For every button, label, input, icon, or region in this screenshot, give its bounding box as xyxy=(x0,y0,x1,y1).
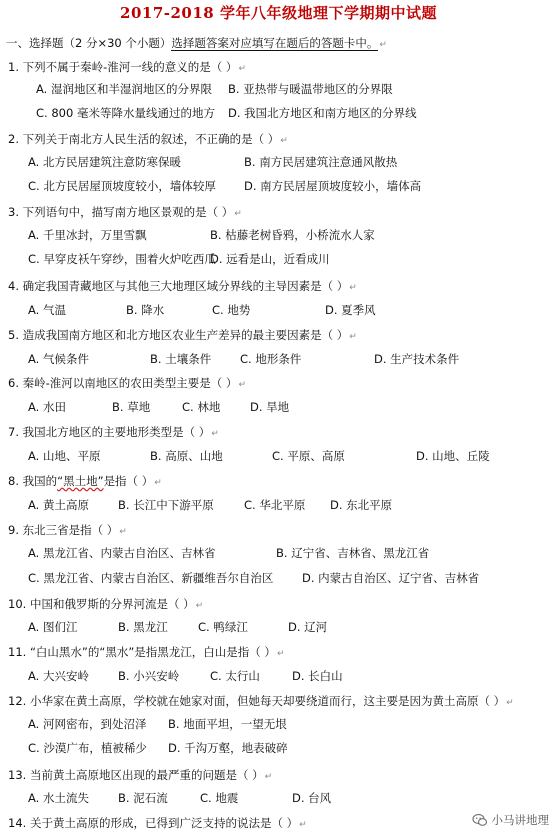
instructions-lead: 一、选择题（2 分×30 个小题） xyxy=(6,36,172,50)
answer-option: B. 枯藤老树昏鸦，小桥流水人家 xyxy=(210,228,375,242)
answer-option: C. 地势 xyxy=(212,303,251,317)
page-title: 2017-2018 学年八年级地理下学期期中试题 xyxy=(120,4,437,22)
answer-option: C. 地震 xyxy=(200,791,239,805)
answer-option: B. 高原、山地 xyxy=(150,449,223,463)
answer-option: B. 亚热带与暖温带地区的分界限 xyxy=(228,82,393,96)
question-text: 2. 下列关于南北方人民生活的叙述，不正确的是（ ） xyxy=(8,132,280,146)
answer-option: D. 辽河 xyxy=(288,620,328,634)
question-text: 4. 确定我国青藏地区与其他三大地理区域分界线的主导因素是（ ） xyxy=(8,279,349,293)
question-text: 9. 东北三省是指（ ） xyxy=(8,523,119,537)
answer-option: B. 黑龙江 xyxy=(118,620,168,634)
answer-option: C. 地形条件 xyxy=(240,352,302,366)
question-text: 5. 造成我国南方地区和北方地区农业生产差异的最主要因素是（ ） xyxy=(8,328,349,342)
answer-option: A. 图们江 xyxy=(28,620,78,634)
answer-option: A. 水土流失 xyxy=(28,791,89,805)
answer-option: A. 山地、平原 xyxy=(28,449,101,463)
answer-option: C. 平原、高原 xyxy=(272,449,345,463)
answer-option: D. 旱地 xyxy=(250,400,290,414)
answer-option: D. 台风 xyxy=(292,791,332,805)
paragraph-mark: ↵ xyxy=(506,698,514,708)
answer-option: C. 林地 xyxy=(182,400,221,414)
paragraph-mark: ↵ xyxy=(119,527,127,537)
question-stem xyxy=(8,279,357,295)
question-text: 8. 我国的“黑土地”是指（ ） xyxy=(8,474,154,488)
answer-option: A. 水田 xyxy=(28,400,66,414)
answer-option: C. 800 毫米等降水量线通过的地方 xyxy=(36,106,215,120)
question-stem xyxy=(8,597,203,613)
question-text: 6. 秦岭-淮河以南地区的农田类型主要是（ ） xyxy=(8,376,238,390)
question-text: 3. 下列语句中，描写南方地区景观的是（ ） xyxy=(8,205,234,219)
answer-option: D. 生产技术条件 xyxy=(374,352,460,366)
paragraph-mark: ↵ xyxy=(276,649,285,659)
paragraph-mark: ↵ xyxy=(264,772,273,782)
instructions-note: 选择题答案对应填写在题后的答题卡中。 xyxy=(171,36,379,50)
question-stem xyxy=(8,205,242,221)
question-stem xyxy=(8,474,162,490)
answer-option: B. 南方民居建筑注意通风散热 xyxy=(244,155,398,169)
answer-option: A. 湿润地区和半湿润地区的分界限 xyxy=(36,82,212,96)
answer-option: A. 气候条件 xyxy=(28,352,89,366)
question-text: 12. 小华家在黄土高原，学校就在她家对面，但她每天却要绕道而行，这主要是因为黄土高原（ ） xyxy=(8,694,506,708)
question-stem xyxy=(8,816,307,832)
answer-option: D. 远看是山，近看成川 xyxy=(210,252,330,266)
answer-option: B. 长江中下游平原 xyxy=(118,498,214,512)
paragraph-mark: ↵ xyxy=(379,40,387,50)
paragraph-mark: ↵ xyxy=(280,136,288,146)
paragraph-mark: ↵ xyxy=(349,332,357,342)
question-stem xyxy=(8,523,127,539)
answer-option: D. 东北平原 xyxy=(330,498,393,512)
paragraph-mark: ↵ xyxy=(299,820,307,830)
question-text: 1. 下列不属于秦岭-淮河一线的意义的是（ ） xyxy=(8,60,238,74)
answer-option: D. 南方民居屋顶坡度较小，墙体高 xyxy=(244,179,422,193)
question-text: 11. “白山黑水”的“黑水”是指黑龙江，白山是指（ ） xyxy=(8,645,276,659)
answer-option: A. 大兴安岭 xyxy=(28,669,89,683)
answer-option: D. 我国北方地区和南方地区的分界线 xyxy=(228,106,417,120)
answer-option: A. 黑龙江省、内蒙古自治区、吉林省 xyxy=(28,546,216,560)
answer-option: B. 泥石流 xyxy=(118,791,168,805)
question-stem xyxy=(8,425,219,441)
paragraph-mark: ↵ xyxy=(234,209,242,219)
question-stem xyxy=(8,694,514,710)
answer-option: D. 夏季风 xyxy=(325,303,376,317)
answer-option: A. 河网密布，到处沼泽 xyxy=(28,717,147,731)
question-stem xyxy=(8,60,246,76)
answer-option: D. 山地、丘陵 xyxy=(416,449,490,463)
answer-option: C. 沙漠广布，植被稀少 xyxy=(28,741,147,755)
watermark-text: 小马讲地理 xyxy=(491,813,549,827)
answer-option: B. 辽宁省、吉林省、黑龙江省 xyxy=(276,546,430,560)
instructions xyxy=(6,36,387,52)
question-text: 10. 中国和俄罗斯的分界河流是（ ） xyxy=(8,597,195,611)
answer-option: B. 土壤条件 xyxy=(150,352,212,366)
answer-option: C. 太行山 xyxy=(210,669,260,683)
answer-option: D. 千沟万壑，地表破碎 xyxy=(168,741,288,755)
answer-option: B. 降水 xyxy=(126,303,165,317)
answer-option: A. 黄土高原 xyxy=(28,498,89,512)
answer-option: A. 千里冰封，万里雪飘 xyxy=(28,228,147,242)
paragraph-mark: ↵ xyxy=(238,64,246,74)
answer-option: C. 黑龙江省、内蒙古自治区、新疆维吾尔自治区 xyxy=(28,571,274,585)
question-stem xyxy=(8,132,288,148)
answer-option: A. 北方民居建筑注意防寒保暖 xyxy=(28,155,181,169)
wechat-icon xyxy=(472,812,488,828)
answer-option: A. 气温 xyxy=(28,303,66,317)
answer-option: C. 华北平原 xyxy=(244,498,306,512)
paragraph-mark: ↵ xyxy=(211,429,219,439)
answer-option: B. 地面平坦，一望无垠 xyxy=(168,717,287,731)
answer-option: C. 鸭绿江 xyxy=(198,620,248,634)
question-stem xyxy=(8,376,246,392)
answer-option: D. 内蒙古自治区、辽宁省、吉林省 xyxy=(302,571,480,585)
question-stem xyxy=(8,768,272,784)
paragraph-mark: ↵ xyxy=(238,380,246,390)
question-text: 14. 关于黄土高原的形成，已得到广泛支持的说法是（ ） xyxy=(8,816,299,830)
question-text: 13. 当前黄土高原地区出现的最严重的问题是（ ） xyxy=(8,768,264,782)
answer-option: B. 小兴安岭 xyxy=(118,669,180,683)
paragraph-mark: ↵ xyxy=(195,601,204,611)
paragraph-mark: ↵ xyxy=(349,283,357,293)
answer-option: D. 长白山 xyxy=(292,669,343,683)
answer-option: B. 草地 xyxy=(112,400,151,414)
paragraph-mark: ↵ xyxy=(154,478,162,488)
question-stem xyxy=(8,645,284,661)
watermark xyxy=(472,812,550,828)
question-stem xyxy=(8,328,357,344)
question-text: 7. 我国北方地区的主要地形类型是（ ） xyxy=(8,425,211,439)
answer-option: C. 北方民居屋顶坡度较小，墙体较厚 xyxy=(28,179,216,193)
answer-option: C. 早穿皮袄午穿纱，围着火炉吃西瓜 xyxy=(28,252,216,266)
